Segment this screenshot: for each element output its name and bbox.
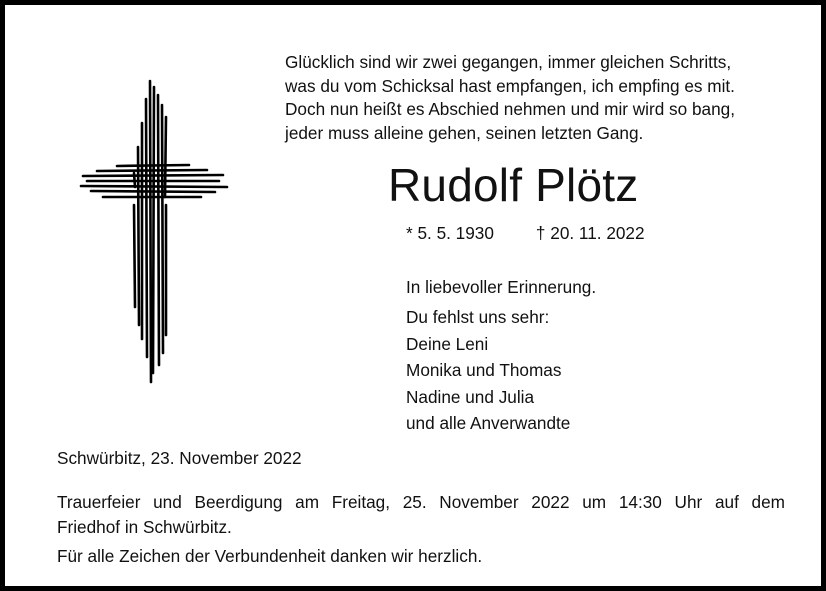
mourner-line: Monika und Thomas bbox=[406, 360, 562, 381]
funeral-line: Friedhof in Schwürbitz. bbox=[57, 516, 232, 537]
thanks-text: Für alle Zeichen der Verbundenheit danken wir herzlich. bbox=[57, 546, 483, 566]
death-date: † 20. 11. 2022 bbox=[535, 223, 645, 243]
birth-date: * 5. 5. 1930 bbox=[406, 223, 494, 243]
poem-line: jeder muss alleine gehen, seinen letzten Gang. bbox=[285, 122, 644, 143]
mourner-line: Nadine und Julia bbox=[406, 386, 535, 407]
memory-text: In liebevoller Erinnerung. bbox=[406, 277, 597, 297]
funeral-notice bbox=[57, 490, 785, 539]
mourner-line: Du fehlst uns sehr: bbox=[406, 307, 550, 327]
poem bbox=[285, 51, 735, 145]
poem-line: Doch nun heißt es Abschied nehmen und mir wird so bang, bbox=[285, 99, 735, 119]
poem-line: Glücklich sind wir zwei gegangen, immer gleichen Schritts, bbox=[285, 52, 732, 72]
place-date: Schwürbitz, 23. November 2022 bbox=[57, 448, 302, 468]
life-dates bbox=[406, 222, 645, 244]
mourner-line: Deine Leni bbox=[406, 333, 489, 354]
funeral-line: Trauerfeier und Beerdigung am Freitag, 25. November 2022 um 14:30 Uhr auf dem bbox=[57, 492, 785, 512]
mourners-list bbox=[406, 304, 570, 437]
mourner-line: und alle Anverwandte bbox=[406, 413, 571, 434]
deceased-name: Rudolf Plötz bbox=[388, 159, 639, 211]
poem-line: was du vom Schicksal hast empfangen, ich empfing es mit. bbox=[285, 75, 735, 96]
cross-icon bbox=[77, 77, 229, 389]
